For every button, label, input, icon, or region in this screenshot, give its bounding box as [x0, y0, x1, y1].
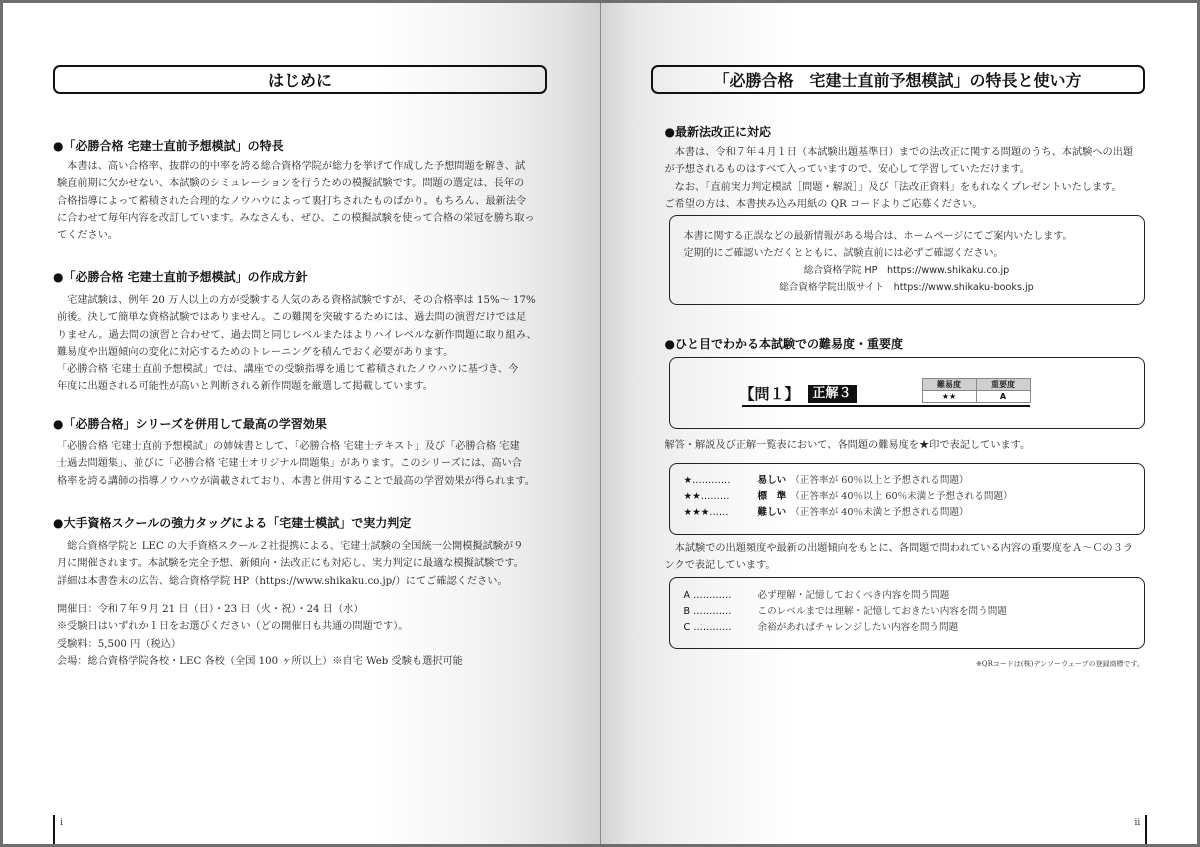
section-body-policy: 宅建試験は、例年 20 万人以上の方が受験する人気のある資格試験ですが、その合格率は 15%～ 17% 前後。決して簡単な資格試験ではありません。この難関を突破するためには、過去問の演習だけでは足 りません。過去問の演習と合わせて、過去問と同じレベルまたはよりハイレベルな新作問題に取り組み、 難易度や出題傾向の変化に対応するためのトレーニングを積んでおく必要があります。 「必勝合格 宅建士直前予想模試」では、講座での受験指導を通じて蓄積されたノウハウに基づき、今 年度に出題される可能性が高いと判断される新作問題を厳選して掲載しています。 [57, 295, 537, 393]
legend-row-b: B ………… このレベルまでは理解・記憶しておきたい内容を問う問題 [683, 606, 1007, 617]
shikaku-books-link[interactable]: 総合資格学院出版サイト https://www.shikaku-books.jp [779, 282, 1034, 293]
question-underline [742, 405, 1030, 407]
legend-row-easy: ★………… 易しい （正答率が 60％以上と予想される問題） [684, 473, 1144, 489]
difficulty-legend-box [669, 463, 1145, 535]
section-heading-policy: ●「必勝合格 宅建士直前予想模試」の作成方針 [53, 270, 308, 284]
book-spread [3, 3, 1197, 844]
star-rating-icon: ★★★…… [683, 507, 729, 518]
section-body-series: 「必勝合格 宅建士直前予想模試」の姉妹書として、「必勝合格 宅建士テキスト」及び「必勝合格 宅建 士過去問題集」、並びに「必勝合格 宅建士オリジナル問題集」があります。このシリーズには、高い合 格率を誇る講師の指導ノウハウが満載されており、本書と併用することで最高の学習効果が得られます。 [57, 441, 535, 487]
page-number: ii [1134, 818, 1141, 828]
exam-date-note: ※受験日はいずれか１日をお選びください（どの開催日も共通の問題です）。 [57, 621, 409, 633]
page-number: i [60, 818, 63, 828]
section-heading-law-revision: ●最新法改正に対応 [664, 125, 771, 139]
section-heading-series: ●「必勝合格」シリーズを併用して最高の学習効果 [53, 417, 327, 431]
legend-row-hard: ★★★…… 難しい （正答率が 40％未満と予想される問題） [684, 505, 1144, 521]
section-body-law-revision: 本書は、令和７年４月１日（本試験出題基準日）までの法改正に関する問題のうち、本試験への出題 が予想されるものはすべて入っていますので、安心して学習していただけます。 なお、「直前実力判定模試［問題・解説］」及び「法改正資料」をもれなくプレゼントいたします。 ご希望の方は、本書挟み込み用紙の QR コードよりご応募ください。 [664, 147, 1134, 210]
errata-info-box: 本書に関する正誤などの最新情報がある場合は、ホームページにてご案内いたします。 定期的にご確認いただくとともに、試験直前には必ずご確認ください。 総合資格学院 HP https://www.shikaku.co.jp 総合資格学院出版サイト https://www.shikaku-books.jp [669, 215, 1145, 305]
page-title-box [651, 65, 1145, 94]
qr-trademark-footnote: ※QRコードは(株)デンソーウェーブの登録商標です。 [975, 660, 1144, 668]
importance-legend-box [669, 577, 1145, 649]
page-number-rule [53, 815, 55, 844]
difficulty-header: 難易度 [922, 379, 976, 391]
right-page [601, 3, 1198, 844]
section-heading-features: ●「必勝合格 宅建士直前予想模試」の特長 [53, 139, 284, 153]
importance-header: 重要度 [976, 379, 1030, 391]
legend-row-a: A ………… 必ず理解・記憶しておくべき内容を問う問題 [683, 590, 950, 601]
grade-table [922, 378, 1031, 403]
section-heading-mock-exam: ●大手資格スクールの強力タッグによる「宅建士模試」で実力判定 [53, 516, 412, 530]
legend-row-standard: ★★……… 標 準 （正答率が 40％以上 60％未満と予想される問題） [684, 489, 1144, 505]
difficulty-note: 解答・解説及び正解一覧表において、各問題の難易度を★印で表記しています。 [664, 440, 1031, 451]
star-rating-icon: ★★……… [683, 491, 730, 502]
sample-question-box [669, 357, 1145, 429]
answer-badge: 正解３ [808, 385, 857, 403]
exam-info [57, 601, 549, 670]
exam-fee: 受験料：5,500 円（税込） [57, 638, 182, 650]
shikaku-hp-link[interactable]: 総合資格学院 HP https://www.shikaku.co.jp [803, 265, 1010, 276]
importance-value: A [976, 391, 1030, 403]
question-label: 【問１】 [739, 385, 800, 403]
difficulty-value: ★★ [922, 391, 976, 403]
left-page [3, 3, 600, 844]
page-title: 「必勝合格 宅建士直前予想模試」の特長と使い方 [713, 71, 1082, 90]
section-body-mock-exam: 総合資格学院と LEC の大手資格スクール２社提携による、宅建士試験の全国統一公開模擬試験が９ 月に開催されます。本試験を完全予想、新傾向・法改正にも対応し、実力判定に最適な模擬試験です。 詳細は本書巻末の広告、総合資格学院 HP（https://www.shikaku.co.jp/）にてご確認ください。 [57, 541, 524, 587]
exam-venue: 会場：総合資格学院各校・LEC 各校（全国 100 ヶ所以上）※自宅 Web 受験も選択可能 [57, 655, 463, 667]
page-title-box [53, 65, 547, 94]
page-number-rule [1145, 815, 1147, 844]
importance-note: 本試験での出題頻度や最新の出題傾向をもとに、各問題で問われている内容の重要度をＡ～Ｃの３ラ ンクで表記しています。 [664, 543, 1134, 572]
star-rating-icon: ★………… [683, 475, 731, 486]
legend-row-c: C ………… 余裕があればチャレンジしたい内容を問う問題 [683, 622, 959, 633]
page-title: はじめに [267, 71, 332, 90]
section-heading-difficulty: ●ひと目でわかる本試験での難易度・重要度 [664, 337, 903, 351]
exam-dates: 開催日：令和７年９月 21 日（日）・23 日（火・祝）・24 日（水） [57, 604, 364, 615]
section-body-features: 本書は、高い合格率、抜群の的中率を誇る総合資格学院が総力を挙げて作成した予想問題を解き、試 験直前期に欠かせない、本試験のシミュレーションを行うための模擬試験です。問題の選定は、長年の 合格指導によって蓄積された合理的なノウハウによって裏打ちされたものばかり。もちろん、最新法令 に合わせて毎年内容を改訂しています。みなさんも、ぜひ、この模擬試験を使って合格の栄冠を勝ち取っ てください。 [57, 161, 535, 242]
